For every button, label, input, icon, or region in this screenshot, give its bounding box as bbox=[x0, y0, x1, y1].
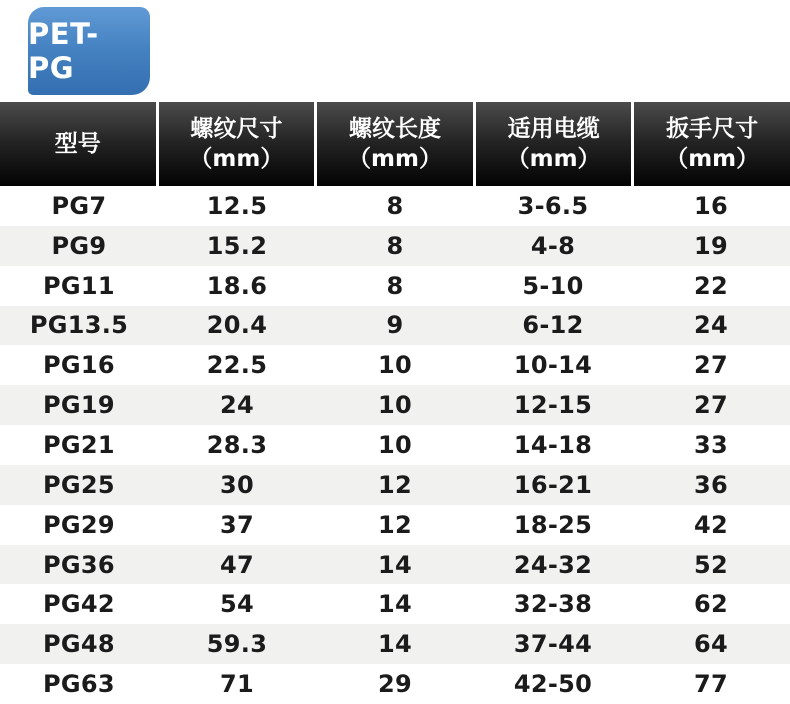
cell-thread-size: 28.3 bbox=[206, 430, 268, 459]
cell-thread-length: 10 bbox=[378, 430, 412, 459]
column-header-label: 型号 bbox=[54, 131, 101, 157]
cell-thread-length: 8 bbox=[386, 191, 404, 220]
cell-cable-range: 12-15 bbox=[513, 391, 593, 420]
cell-wrench-size: 33 bbox=[694, 430, 728, 459]
cell-thread-length: 29 bbox=[378, 670, 412, 699]
cell-model: PG19 bbox=[43, 391, 115, 420]
pet-pg-badge: PET-PG bbox=[28, 7, 150, 95]
cell-thread-length: 14 bbox=[378, 550, 412, 579]
cell-wrench-size: 27 bbox=[694, 351, 728, 380]
cell-wrench-size: 27 bbox=[694, 391, 728, 420]
cell-thread-size: 12.5 bbox=[206, 191, 268, 220]
cell-cable-range: 16-21 bbox=[513, 470, 593, 499]
cell-cable-range: 3-6.5 bbox=[517, 191, 589, 220]
cell-thread-length: 9 bbox=[386, 311, 404, 340]
cell-cable-range: 10-14 bbox=[513, 351, 593, 380]
cell-thread-length: 14 bbox=[378, 630, 412, 659]
cell-thread-size: 59.3 bbox=[206, 630, 268, 659]
column-header-unit: （mm） bbox=[189, 146, 284, 172]
column-header-label: 适用电缆 bbox=[507, 116, 600, 142]
table-row bbox=[0, 306, 790, 346]
cell-thread-size: 15.2 bbox=[206, 231, 268, 260]
column-header-label: 螺纹尺寸 bbox=[190, 116, 283, 142]
table-row bbox=[0, 624, 790, 664]
table-row bbox=[0, 425, 790, 465]
cell-wrench-size: 77 bbox=[694, 670, 728, 699]
table-row bbox=[0, 545, 790, 585]
cell-thread-size: 24 bbox=[220, 391, 254, 420]
cell-wrench-size: 16 bbox=[694, 191, 728, 220]
cell-thread-size: 18.6 bbox=[206, 271, 268, 300]
cell-cable-range: 18-25 bbox=[513, 510, 593, 539]
cell-wrench-size: 36 bbox=[694, 470, 728, 499]
column-header-thread-size bbox=[156, 102, 315, 186]
cell-model: PG16 bbox=[43, 351, 115, 380]
column-header-wrench-size bbox=[631, 102, 790, 186]
table-body bbox=[0, 186, 790, 704]
cell-model: PG42 bbox=[43, 590, 115, 619]
spec-table bbox=[0, 102, 790, 704]
cell-thread-length: 8 bbox=[386, 271, 404, 300]
cell-thread-size: 71 bbox=[220, 670, 254, 699]
cell-wrench-size: 19 bbox=[694, 231, 728, 260]
table-row bbox=[0, 584, 790, 624]
cell-thread-length: 14 bbox=[378, 590, 412, 619]
table-row bbox=[0, 186, 790, 226]
cell-wrench-size: 52 bbox=[694, 550, 728, 579]
cell-thread-length: 12 bbox=[378, 510, 412, 539]
cell-model: PG29 bbox=[43, 510, 115, 539]
cell-wrench-size: 24 bbox=[694, 311, 728, 340]
cell-thread-size: 54 bbox=[220, 590, 254, 619]
cell-cable-range: 37-44 bbox=[513, 630, 593, 659]
table-row bbox=[0, 266, 790, 306]
cell-wrench-size: 42 bbox=[694, 510, 728, 539]
table-row bbox=[0, 226, 790, 266]
cell-thread-length: 10 bbox=[378, 351, 412, 380]
cell-cable-range: 24-32 bbox=[513, 550, 593, 579]
cell-model: PG11 bbox=[43, 271, 115, 300]
cell-wrench-size: 62 bbox=[694, 590, 728, 619]
cell-model: PG36 bbox=[43, 550, 115, 579]
table-header-row bbox=[0, 102, 790, 186]
column-header-thread-length bbox=[314, 102, 473, 186]
column-header-unit: （mm） bbox=[348, 146, 442, 172]
cell-thread-size: 37 bbox=[220, 510, 254, 539]
table-row bbox=[0, 664, 790, 704]
cell-cable-range: 14-18 bbox=[513, 430, 593, 459]
cell-thread-size: 22.5 bbox=[206, 351, 268, 380]
cell-cable-range: 5-10 bbox=[522, 271, 584, 300]
cell-cable-range: 6-12 bbox=[522, 311, 584, 340]
cell-thread-length: 12 bbox=[378, 470, 412, 499]
column-header-label: 螺纹长度 bbox=[348, 116, 441, 142]
cell-model: PG48 bbox=[43, 630, 115, 659]
cell-thread-length: 10 bbox=[378, 391, 412, 420]
column-header-label: 扳手尺寸 bbox=[666, 116, 759, 142]
cell-model: PG63 bbox=[43, 670, 115, 699]
cell-cable-range: 32-38 bbox=[513, 590, 593, 619]
column-header-unit: （mm） bbox=[506, 146, 601, 172]
cell-model: PG13.5 bbox=[29, 311, 129, 340]
column-header-model bbox=[0, 102, 156, 186]
cell-thread-size: 20.4 bbox=[206, 311, 268, 340]
cell-model: PG9 bbox=[51, 231, 107, 260]
cell-cable-range: 42-50 bbox=[513, 670, 593, 699]
cell-model: PG7 bbox=[51, 191, 107, 220]
cell-wrench-size: 22 bbox=[694, 271, 728, 300]
cell-model: PG25 bbox=[43, 470, 115, 499]
column-header-cable-range bbox=[473, 102, 632, 186]
table-row bbox=[0, 385, 790, 425]
cell-wrench-size: 64 bbox=[694, 630, 728, 659]
cell-thread-length: 8 bbox=[386, 231, 404, 260]
cell-model: PG21 bbox=[43, 430, 115, 459]
table-row bbox=[0, 465, 790, 505]
cell-thread-size: 30 bbox=[220, 470, 254, 499]
cell-cable-range: 4-8 bbox=[530, 231, 576, 260]
cell-thread-size: 47 bbox=[220, 550, 254, 579]
column-header-unit: （mm） bbox=[665, 146, 760, 172]
table-row bbox=[0, 345, 790, 385]
table-row bbox=[0, 505, 790, 545]
